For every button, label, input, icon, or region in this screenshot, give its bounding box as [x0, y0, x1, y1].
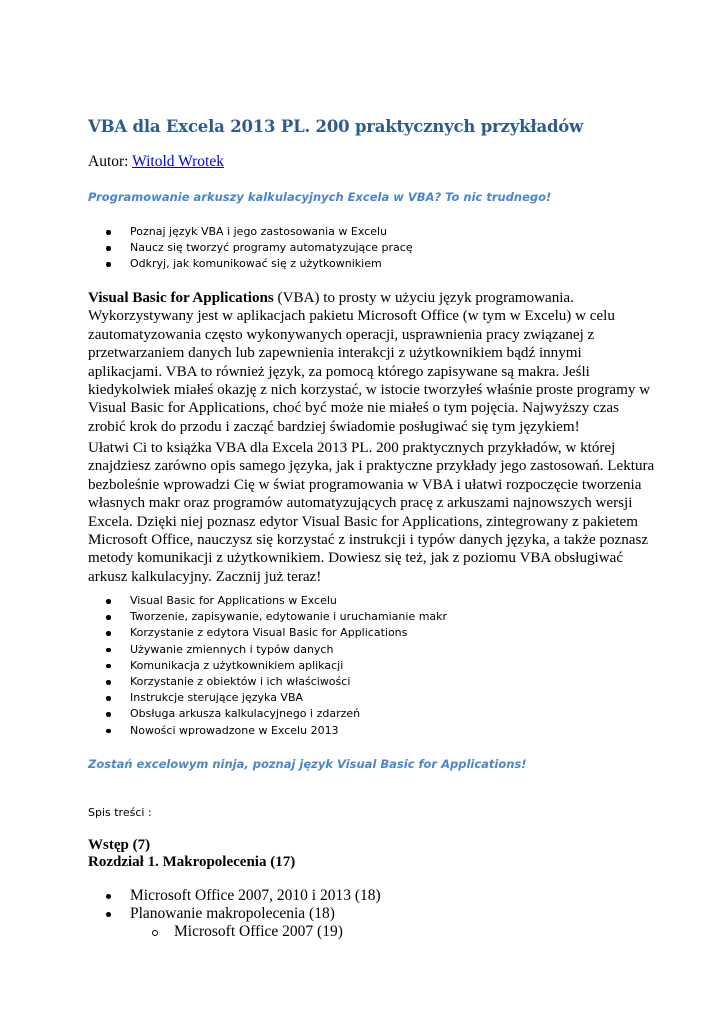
description-paragraph-2 [88, 439, 655, 586]
bold-lead: Visual Basic for Applications [88, 290, 274, 306]
description-paragraph-1 [88, 289, 651, 436]
toc-chapter-1: Rozdział 1. Makropolecenia (17) [88, 854, 296, 870]
paragraph-line: Ułatwi Ci to książka VBA dla Excela 2013 PL. 200 praktycznych przykładów, w której [88, 440, 616, 456]
paragraph-line: arkusz kalkulacyjny. Zacznij już teraz! [88, 568, 322, 585]
list-item: Używanie zmiennych i typów danych [88, 642, 447, 658]
list-item: Visual Basic for Applications w Excelu [88, 593, 447, 609]
topics-bullet-list [88, 593, 447, 739]
toc-subitem: Microsoft Office 2007 (19) [88, 923, 381, 941]
paragraph-line: bezboleśnie wprowadzi Cię w świat programowania w VBA i ułatwi rozpoczęcie tworzenia [88, 476, 642, 493]
paragraph-line: kiedykolwiek miałeś okazję z nich korzystać, w istocie tworzyłeś właśnie proste programy w [88, 382, 651, 399]
paragraph-line: Excela. Dzięki niej poznasz edytor Visual Basic for Applications, zintegrowany z pakietem [88, 513, 638, 530]
intro-bullet-list [88, 224, 413, 273]
list-item: Komunikacja z użytkownikiem aplikacji [88, 658, 447, 674]
paragraph-line: metody komunikacji z użytkownikiem. Dowiesz się też, jak z poziomu VBA obsługiwać [88, 550, 624, 567]
toc-label: Spis treści : [88, 806, 152, 819]
paragraph-line: Wykorzystywany jest w aplikacjach pakietu Microsoft Office (w tym w Excelu) w celu [88, 308, 615, 325]
author-link[interactable]: Witold Wrotek [132, 153, 224, 170]
toc-item: Planowanie makropolecenia (18) [88, 905, 381, 923]
paragraph-line: znajdziesz zarówno opis samego języka, jak i praktyczne przykłady jego zastosowań. Lektura [88, 458, 655, 475]
paragraph-line: zrobić krok do przodu i zacząć bardziej świadomie posługiwać się tym językiem! [88, 418, 580, 435]
tagline-bottom: Zostań excelowym ninja, poznaj język Visual Basic for Applications! [88, 757, 527, 771]
list-item: Korzystanie z edytora Visual Basic for Applications [88, 625, 447, 641]
paragraph-line: zautomatyzowania często wykonywanych operacji, usprawnienia pracy związanej z [88, 326, 595, 343]
paragraph-line: Visual Basic for Applications, choć być może nie miałeś o tym pojęcia. Najwyższy czas [88, 400, 619, 417]
paragraph-line: Microsoft Office, nauczysz się korzystać z instrukcji i typów danych języka, a także poznasz [88, 532, 649, 549]
list-item: Instrukcje sterujące języka VBA [88, 690, 447, 706]
paragraph-line: własnych makr oraz programów automatyzujących pracę z arkuszami najnowszych wersji [88, 495, 633, 512]
toc-item: Microsoft Office 2007, 2010 i 2013 (18) [88, 887, 381, 905]
page-title: VBA dla Excela 2013 PL. 200 praktycznych przykładów [88, 117, 584, 136]
author-line [88, 153, 224, 171]
toc-list [88, 887, 381, 940]
paragraph-line: aplikacjami. VBA to również język, za pomocą którego zapisywane są makra. Jeśli [88, 363, 590, 380]
list-item: Korzystanie z obiektów i ich właściwości [88, 674, 447, 690]
paragraph-line: Visual Basic for Applications (VBA) to prosty w użyciu język programowania. [88, 290, 574, 306]
tagline-top: Programowanie arkuszy kalkulacyjnych Excela w VBA? To nic trudnego! [88, 190, 552, 204]
list-item: Tworzenie, zapisywanie, edytowanie i uruchamianie makr [88, 609, 447, 625]
list-item: Obsługa arkusza kalkulacyjnego i zdarzeń [88, 706, 447, 722]
toc-intro: Wstęp (7) [88, 837, 151, 853]
list-item: Poznaj język VBA i jego zastosowania w Excelu [88, 224, 413, 240]
list-item: Nowości wprowadzone w Excelu 2013 [88, 723, 447, 739]
list-item: Naucz się tworzyć programy automatyzujące pracę [88, 240, 413, 256]
paragraph-line: przetwarzaniem danych lub zapewnienia interakcji z użytkownikiem bądź innymi [88, 345, 582, 362]
author-label: Autor: [88, 153, 133, 170]
list-item: Odkryj, jak komunikować się z użytkownikiem [88, 256, 413, 272]
